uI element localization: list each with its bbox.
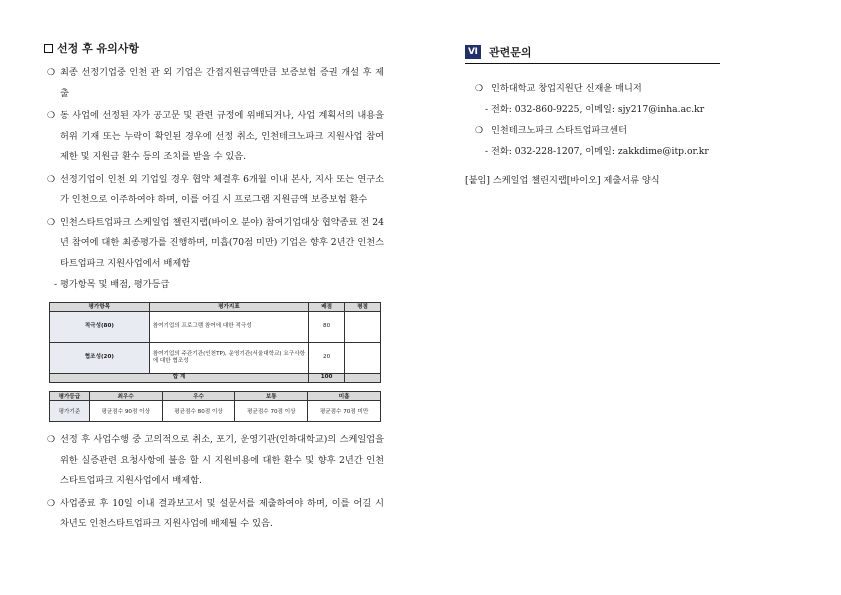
grade-criterion: 평균점수 70점 미만 bbox=[308, 401, 381, 422]
grade-criterion: 평균점수 80점 이상 bbox=[162, 401, 235, 422]
contact-org-text: 인하대학교 창업지원단 신재윤 매니저 bbox=[491, 83, 642, 94]
grade-criterion: 평균점수 70점 이상 bbox=[235, 401, 308, 422]
circle-bullet-icon: ❍ bbox=[47, 217, 56, 228]
eval-score: 20 bbox=[309, 343, 345, 374]
total-label: 합 계 bbox=[50, 374, 309, 383]
contact-org bbox=[475, 78, 765, 99]
table-header: 최우수 bbox=[89, 392, 162, 401]
contact-list bbox=[475, 78, 765, 162]
contact-org bbox=[475, 120, 765, 141]
table-total-row bbox=[50, 374, 381, 383]
grade-criterion: 평균점수 90점 이상 bbox=[89, 401, 162, 422]
notice-item bbox=[44, 106, 384, 168]
circle-bullet-icon: ❍ bbox=[475, 125, 484, 136]
notice-text: 인천스타트업파크 스케일업 챌린지랩(바이오 분야) 참여기업대상 협약종료 전 24년 참여에 대한 최종평가를 진행하며, 미흡(70점 미만) 기업은 향후 2년간 인천스타트업파크 지원사업에서 배제함 bbox=[60, 216, 384, 269]
evaluation-table bbox=[49, 302, 381, 383]
circle-bullet-icon: ❍ bbox=[47, 68, 56, 78]
contact-detail: - 전화: 032-228-1207, 이메일: zakkdime@itp.or.kr bbox=[485, 146, 709, 157]
grade-row-label: 평가기준 bbox=[50, 401, 90, 422]
contact-section-title: 관련문의 bbox=[489, 46, 532, 59]
section-number-badge: Ⅵ bbox=[465, 45, 481, 59]
total-grade bbox=[345, 374, 381, 383]
section-title-text: 선정 후 유의사항 bbox=[57, 42, 140, 55]
notice-text: 선정 후 사업수행 중 고의적으로 취소, 포기, 운영기관(인하대학교)의 스케일업을 위한 실증관련 요청사항에 불응 할 시 지원비용에 대한 환수 및 향후 2년간 인천 스타트업파크 지원사업에서 배제함. bbox=[60, 434, 384, 486]
eval-score: 80 bbox=[309, 312, 345, 343]
circle-bullet-icon: ❍ bbox=[47, 111, 56, 121]
table-row bbox=[50, 401, 381, 422]
table-row bbox=[50, 343, 381, 374]
eval-item: 협조성(20) bbox=[50, 343, 150, 374]
left-column bbox=[44, 42, 384, 537]
notice-text: 동 사업에 선정된 자가 공고문 및 관련 규정에 위배되거나, 사업 계획서의 내용을 허위 기재 또는 누락이 확인된 경우에 선정 취소, 인천테크노파크 지원사업 참여제한 및 지원금 환수 등의 조치를 받을 수 있음. bbox=[60, 110, 384, 162]
attachment-note: [붙임] 스케일업 챌린지랩[바이오] 제출서류 양식 bbox=[465, 175, 660, 186]
total-score: 100 bbox=[309, 374, 345, 383]
eval-indicator: 참여기업의 프로그램 참여에 대한 적극성 bbox=[149, 312, 308, 343]
table-header-row bbox=[50, 392, 381, 401]
notice-text: 사업종료 후 10일 이내 결과보고서 및 설문서를 제출하여야 하며, 이를 어길 시 차년도 인천스타트업파크 지원사업에 배제될 수 있음. bbox=[60, 497, 384, 529]
table-header-row bbox=[50, 303, 381, 312]
checkbox-square-icon bbox=[44, 44, 53, 53]
circle-bullet-icon: ❍ bbox=[47, 174, 56, 185]
table-header: 평가등급 bbox=[50, 392, 90, 401]
table-header: 평점 bbox=[345, 303, 381, 312]
eval-item: 적극성(80) bbox=[50, 312, 150, 343]
notice-item bbox=[44, 430, 384, 492]
circle-bullet-icon: ❍ bbox=[475, 83, 484, 94]
right-column bbox=[465, 44, 765, 186]
eval-grade bbox=[345, 343, 381, 374]
table-header: 평가항목 bbox=[50, 303, 150, 312]
eval-indicator: 참여기업의 주관기관(인천TP), 운영기관(서울대학교) 요구사항에 대한 협조성 bbox=[149, 343, 308, 374]
table-header: 평가지표 bbox=[149, 303, 308, 312]
notice-item bbox=[44, 63, 384, 104]
notice-text: 선정기업이 인천 외 기업일 경우 협약 체결후 6개월 이내 본사, 지사 또는 연구소가 인천으로 이주하여야 하며, 이를 어길 시 프로그램 지원금액 보증보험 환수 bbox=[60, 173, 384, 205]
contact-org-text: 인천테크노파크 스타트업파크센터 bbox=[491, 125, 628, 136]
notice-item bbox=[44, 170, 384, 211]
circle-bullet-icon: ❍ bbox=[47, 435, 56, 445]
table-row bbox=[50, 312, 381, 343]
section-title bbox=[44, 42, 384, 56]
table-header: 우수 bbox=[162, 392, 235, 401]
table-header: 미흡 bbox=[308, 392, 381, 401]
table-header: 보통 bbox=[235, 392, 308, 401]
notice-item bbox=[44, 494, 384, 535]
evaluation-subheading: - 평가항목 및 배점, 평가등급 bbox=[54, 279, 170, 290]
eval-grade bbox=[345, 312, 381, 343]
notice-text: 최종 선정기업중 인천 관 외 기업은 간접지원금액만큼 보증보험 증권 개설 후 제출 bbox=[60, 67, 384, 99]
table-header: 배점 bbox=[309, 303, 345, 312]
contact-detail: - 전화: 032-860-9225, 이메일: sjy217@inha.ac.kr bbox=[485, 104, 705, 115]
contact-section-header bbox=[465, 44, 720, 64]
notice-item bbox=[44, 213, 384, 275]
circle-bullet-icon: ❍ bbox=[47, 498, 56, 509]
grade-table bbox=[49, 391, 381, 422]
